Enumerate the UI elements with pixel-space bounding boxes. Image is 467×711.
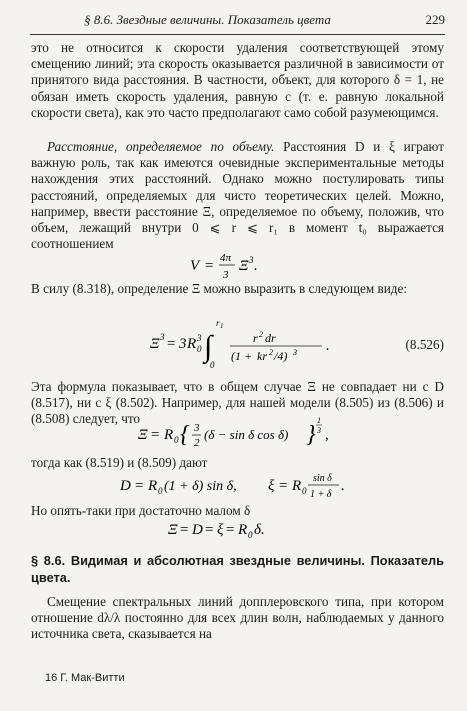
svg-text:R: R (292, 478, 302, 494)
paragraph-2-text: Расстояния D и ξ играют важную роль, так как имеются очевидные экспериментальные методы нахождения этих расстояний. Однако можно постулировать типы расстояний, определяемых для чисто теоретических целей. Можно, например, ввести расстояние Ξ, определяемое по объему, положив, что объем, лежащий внутри 0 ⩽ r ⩽ r₁ в момент t₀ выражается соотношением (31, 139, 444, 252)
svg-text:r: r (216, 318, 220, 328)
svg-text:dr: dr (265, 331, 276, 345)
svg-text:}: } (306, 422, 316, 448)
section-title: § 8.6. Видимая и абсолютная звездные величины. Показатель цвета. (31, 553, 444, 585)
svg-text:=: = (204, 258, 215, 274)
paragraph-6 (31, 503, 444, 519)
svg-text:.: . (341, 478, 345, 494)
svg-text:D: D (192, 522, 203, 538)
svg-text:R: R (148, 478, 158, 494)
running-title: § 8.6. Звездные величины. Показатель цвета (84, 12, 331, 27)
svg-text:(δ − sin δ cos δ): (δ − sin δ cos δ) (204, 427, 289, 442)
svg-text:Ξ: Ξ (138, 427, 148, 443)
svg-text:(1 +: (1 + (231, 349, 253, 363)
svg-text:1 + δ: 1 + δ (310, 489, 332, 500)
paragraph-3-text: В силу (8.318), определение Ξ можно выразить в следующем виде: (31, 281, 407, 296)
svg-text:2: 2 (269, 348, 273, 357)
svg-text:V: V (190, 258, 200, 274)
svg-text:=: = (278, 478, 289, 494)
paragraph-1-text: это не относится к скорости удаления соответствующей этому смещению линий; эта скорость оказывается различной в зависимости от принятого вида расстояния. В частности, объект, для которого δ = 1, не обязан иметь скорость удаления, равную c (т. е. равную локальной скорости света), как это часто предполагают само собой разумеющимся. (31, 40, 444, 120)
svg-text:=: = (166, 336, 177, 352)
svg-text:Ξ: Ξ (168, 522, 178, 538)
signature-mark: 16 Г. Мак-Витти (45, 672, 125, 684)
svg-text:1: 1 (220, 322, 224, 330)
svg-text:Ξ: Ξ (150, 336, 160, 352)
svg-text:1: 1 (317, 416, 321, 425)
svg-text:0: 0 (174, 435, 179, 445)
svg-text:R: R (164, 427, 174, 443)
svg-text:3: 3 (293, 348, 297, 357)
svg-text:∫: ∫ (204, 330, 213, 363)
svg-text:3: 3 (194, 422, 200, 434)
equation-volume (190, 248, 300, 284)
svg-text:.: . (254, 258, 258, 274)
paragraph-7-text: Смещение спектральных линий допплеровского типа, при котором отношение dλ/λ постоянно для всех длин волн, наблюдаемых у данного источника света, сказывается на (31, 594, 444, 642)
svg-text:=: = (179, 522, 190, 538)
svg-text:0: 0 (197, 344, 202, 354)
svg-text:{: { (180, 422, 190, 448)
paragraph-5-text: тогда как (8.519) и (8.509) дают (31, 455, 208, 470)
equation-8526 (150, 316, 350, 370)
svg-text:=: = (225, 522, 236, 538)
svg-text:0: 0 (302, 486, 307, 496)
svg-text:R: R (238, 522, 248, 538)
svg-text:R: R (187, 336, 197, 352)
svg-text:ξ: ξ (268, 478, 275, 494)
svg-text:3: 3 (160, 332, 165, 342)
running-header (30, 12, 445, 30)
paragraph-4-text: Эта формула показывает, что в общем случае Ξ не совпадает ни с D (8.517), ни с ξ (8.502). Например, для нашей модели (8.505) из (8.506) и (8.508) следует, что (31, 379, 444, 427)
equation-small-delta (168, 518, 308, 540)
svg-text:3: 3 (223, 269, 229, 281)
section-heading (31, 552, 444, 586)
paragraph-3 (31, 281, 444, 297)
paragraph-7 (31, 594, 444, 643)
equation-number-8526: (8.526) (405, 337, 444, 352)
svg-text:0: 0 (248, 530, 253, 540)
svg-text:,: , (325, 427, 329, 443)
svg-text:kr: kr (257, 349, 267, 363)
svg-text:(1 + δ) sin δ,: (1 + δ) sin δ, (164, 479, 237, 494)
svg-text:0: 0 (158, 486, 163, 496)
paragraph-6-text: Но опять-таки при достаточно малом δ (31, 503, 251, 518)
svg-text:=: = (150, 427, 161, 443)
paragraph-1 (31, 40, 444, 121)
svg-text:3: 3 (179, 336, 187, 352)
svg-text:2: 2 (259, 330, 263, 339)
page-number: 229 (425, 12, 445, 27)
svg-text:4π: 4π (220, 252, 232, 264)
header-rule (30, 34, 445, 35)
svg-text:δ.: δ. (254, 522, 265, 538)
svg-text:sin δ: sin δ (313, 473, 332, 484)
svg-text:ξ: ξ (217, 522, 224, 538)
svg-text:0: 0 (210, 360, 215, 370)
svg-text:=: = (204, 522, 215, 538)
svg-text:r: r (253, 331, 258, 345)
svg-text:3: 3 (317, 426, 321, 435)
svg-text:.: . (326, 338, 330, 354)
svg-text:3: 3 (249, 255, 254, 265)
svg-text:Ξ: Ξ (239, 258, 249, 274)
equation-xi-model (138, 412, 338, 456)
svg-text:D: D (120, 478, 131, 494)
paragraph-2 (31, 139, 444, 252)
equation-d-xi (120, 469, 350, 505)
svg-text:=: = (134, 478, 145, 494)
svg-text:3: 3 (197, 333, 202, 343)
svg-text:2: 2 (194, 437, 200, 449)
svg-text:/4): /4) (274, 349, 288, 363)
paragraph-2-lead: Расстояние, определяемое по объему. (47, 139, 275, 154)
